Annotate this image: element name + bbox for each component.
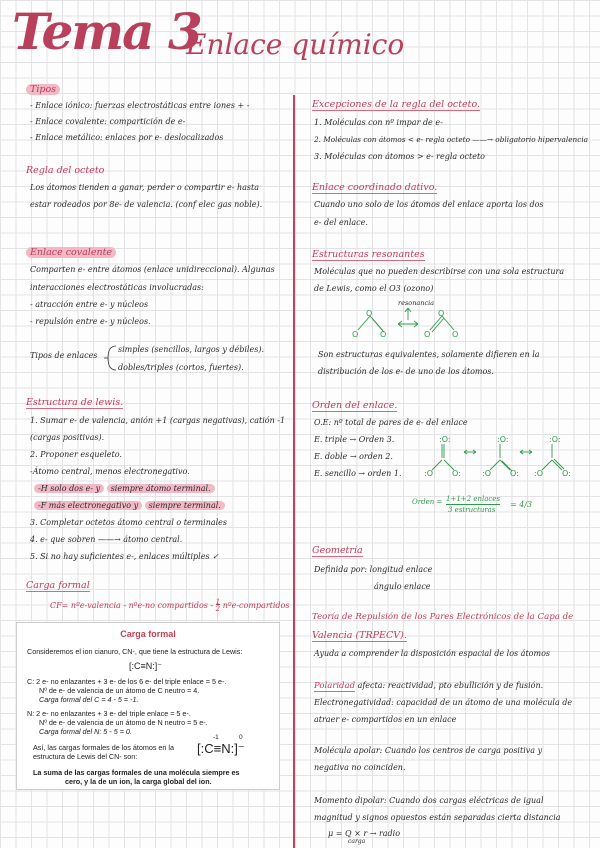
geometria-line-2: ángulo enlace	[374, 582, 431, 591]
apolar-line-1: Molécula apolar: Cuando los centros de carga positiva y	[314, 746, 543, 755]
polaridad-line-3: atraer e- compartidos en un enlace	[314, 715, 457, 724]
orden-line-2: E. triple → Orden 3.	[314, 435, 395, 444]
nitrate-structures-icon	[420, 430, 590, 482]
box-asi-1: Así, las cargas formales de los átomos en la	[33, 743, 175, 752]
orden-line-4: E. sencillo → orden 1.	[314, 469, 402, 478]
lewis-line-2: (cargas positivas).	[30, 433, 105, 442]
lewis-h-line: -H solo dos e- y siempre átomo terminal.	[34, 484, 215, 494]
regla-line-2: estar rodeados por 8e- de valencia. (conf elec gas noble).	[30, 200, 263, 209]
box-c-line-3: Carga formal del C = 4 - 5 = -1.	[39, 695, 139, 704]
covalente-line-4: - repulsión entre e- y núcleos.	[30, 317, 151, 326]
orden-line-3: E. doble → orden 2.	[314, 452, 393, 461]
trepev-heading-1: Teoría de Repulsión de los Pares Electrónicos de la Capa de	[312, 612, 574, 622]
ozone-structures-icon	[340, 306, 470, 342]
tipos-heading: Tipos	[26, 84, 60, 95]
svg-text::O:: :O:	[549, 435, 561, 444]
coordinado-line-1: Cuando uno solo de los átomos del enlace aporta los dos	[314, 200, 544, 209]
svg-text:O:: O:	[510, 469, 519, 478]
svg-text:O:: O:	[452, 469, 461, 478]
polaridad-line-1: Polaridad afecta: reactividad, pto ebullición y de fusión.	[314, 681, 544, 691]
tipos-item-3: - Enlace metálico: enlaces por e- deslocalizados	[30, 133, 224, 142]
coordinado-line-2: e- del enlace.	[314, 218, 368, 227]
excepciones-item-2: 2. Moléculas con átomos < e- regla octeto ——→ obligatorio hipervalencia	[314, 135, 589, 144]
orden-heading: Orden del enlace.	[312, 400, 398, 411]
lewis-line-7: 5. Si no hay suficientes e-, enlaces múltiples ✓	[30, 552, 219, 561]
orden-line-1: O.E: nº total de pares de e- del enlace	[314, 418, 468, 427]
tipos-enlaces-label: Tipos de enlaces	[30, 351, 98, 360]
svg-text::O: :O	[482, 469, 491, 478]
carga-formula: CF= nºe-valencia - nºe-no compartidos - $\frac{1}{2}$ nºe-compartidos	[50, 598, 290, 613]
covalente-heading: Enlace covalente	[26, 247, 116, 258]
carga-heading: Carga formal	[26, 580, 90, 591]
momento-line-1: Momento dipolar: Cuando dos cargas eléctricas de igual	[314, 796, 544, 805]
page-title: Tema 3	[12, 2, 201, 61]
tipos-item-2: - Enlace covalente: compartición de e-	[30, 117, 186, 126]
regla-line-1: Los átomos tienden a ganar, perder o compartir e- hasta	[30, 183, 259, 192]
svg-text::O: :O	[424, 469, 433, 478]
apolar-line-2: negativa no coinciden.	[314, 763, 406, 772]
trepev-heading-2: Valencia (TRPECV).	[312, 630, 407, 641]
covalente-line-2: interacciones electrostáticas involucradas:	[30, 283, 204, 292]
lewis-line-4: -Átomo central, menos electronegativo.	[30, 467, 190, 476]
svg-text:O: O	[452, 330, 459, 339]
simples-text: simples (sencillos, largos y débiles).	[118, 345, 264, 354]
svg-text:O: O	[366, 309, 373, 318]
orden-numerator: 1+1+2 enlaces	[446, 495, 500, 505]
lewis-line-3: 2. Proponer esqueleto.	[30, 450, 122, 459]
resonantes-line-2: de Lewis, como el O3 (ozono)	[314, 284, 434, 293]
lewis-line-5: 3. Completar octetos átomo central o terminales	[30, 518, 228, 527]
geometria-line-1: Definida por: longitud enlace	[314, 565, 433, 574]
box-intro: Consideremos el ion cianuro, CN-, que tiene la estructura de Lewis:	[27, 647, 243, 656]
svg-text::O:: :O:	[439, 435, 451, 444]
box-n-line-1: N: 2 e- no enlazantes + 3 e- del triple enlace = 5 e-.	[27, 709, 191, 718]
excepciones-item-1: 1. Moléculas con nº impar de e-	[314, 118, 443, 127]
box-charge-c: -1	[213, 734, 219, 741]
svg-text::O: :O	[534, 469, 543, 478]
box-n-line-2: Nº de e- de valencia de un átomo de N neutro = 5 e-.	[39, 718, 208, 727]
excepciones-heading: Excepciones de la regla del octeto.	[312, 99, 481, 110]
covalente-line-3: - atracción entre e- y núcleos	[30, 300, 149, 309]
svg-text:O: O	[438, 309, 445, 318]
box-asi-2: estructura de Lewis del CN- son:	[33, 752, 138, 761]
box-n-line-3: Carga formal del N: 5 - 5 = 0.	[39, 727, 132, 736]
orden-result: = 4/3	[510, 500, 533, 509]
box-c-line-2: Nº de e- de valencia de un átomo de C neutro = 4.	[39, 686, 200, 695]
dobles-text: dobles/triples (cortos, fuertes).	[118, 363, 244, 372]
orden-eq-label: Orden =	[412, 498, 443, 506]
box-title: Carga formal	[120, 629, 176, 639]
resonantes-line-1: Moléculas que no pueden describirse con una sola estructura	[314, 267, 565, 276]
tipos-item-1: - Enlace iónico: fuerzas electrostáticas entre iones + -	[30, 101, 250, 110]
polaridad-line-2: Electronegatividad: capacidad de un átomo de una molécula de	[314, 698, 573, 707]
orden-denominator: 3 estructuras	[448, 506, 496, 514]
box-c-line-1: C: 2 e- no enlazantes + 3 e- de los 6 e- del triple enlace = 5 e-.	[27, 677, 227, 686]
svg-text:O:: O:	[562, 469, 571, 478]
svg-text:O: O	[424, 330, 431, 339]
lewis-line-6: 4. e- que sobren ——→ átomo central.	[30, 535, 183, 544]
excepciones-item-3: 3. Moléculas con átomos > e- regla octeto	[314, 152, 485, 161]
box-charge-n: 0	[239, 734, 243, 741]
regla-heading: Regla del octeto	[26, 165, 105, 176]
box-bottom-2: cero, y la de un ion, la carga global del ion.	[65, 777, 212, 786]
resonancia-label: resonancia	[398, 299, 435, 307]
momento-line-2: magnitud y signos opuestos están separadas cierta distancia	[314, 813, 561, 822]
carga-formal-box	[16, 622, 280, 790]
momento-formula-sub: carga	[348, 838, 366, 845]
lewis-line-1: 1. Sumar e- de valencia, anión +1 (cargas negativas), catión -1	[30, 416, 286, 425]
geometria-heading: Geometría	[312, 545, 363, 556]
box-structure: [:C≡N:]⁻	[129, 661, 163, 671]
resonantes-heading: Estructuras resonantes	[312, 249, 425, 260]
svg-text:O: O	[352, 330, 359, 339]
page-subtitle: Enlace químico	[186, 28, 405, 61]
box-structure-2: [:C≡N:]⁻	[197, 741, 245, 756]
column-divider	[293, 95, 295, 848]
coordinado-heading: Enlace coordinado dativo.	[312, 182, 438, 193]
resonantes-after-1: Son estructuras equivalentes, solamente difieren en la	[318, 350, 540, 359]
lewis-f-line: -F más electronegativo y siempre terminal.	[34, 501, 225, 511]
lewis-heading: Estructura de lewis.	[26, 397, 124, 408]
momento-formula: μ = Q × r → radio	[328, 829, 401, 838]
covalente-line-1: Comparten e- entre átomos (enlace unidireccional). Algunas	[30, 265, 275, 274]
trepev-line: Ayuda a comprender la disposición espacial de los átomos	[314, 649, 550, 658]
svg-text:O: O	[380, 330, 387, 339]
box-bottom-1: La suma de las cargas formales de una molécula siempre es	[33, 768, 240, 777]
svg-text::O:: :O:	[497, 435, 509, 444]
resonantes-after-2: distribución de los e- de uno de los átomos.	[318, 367, 494, 376]
